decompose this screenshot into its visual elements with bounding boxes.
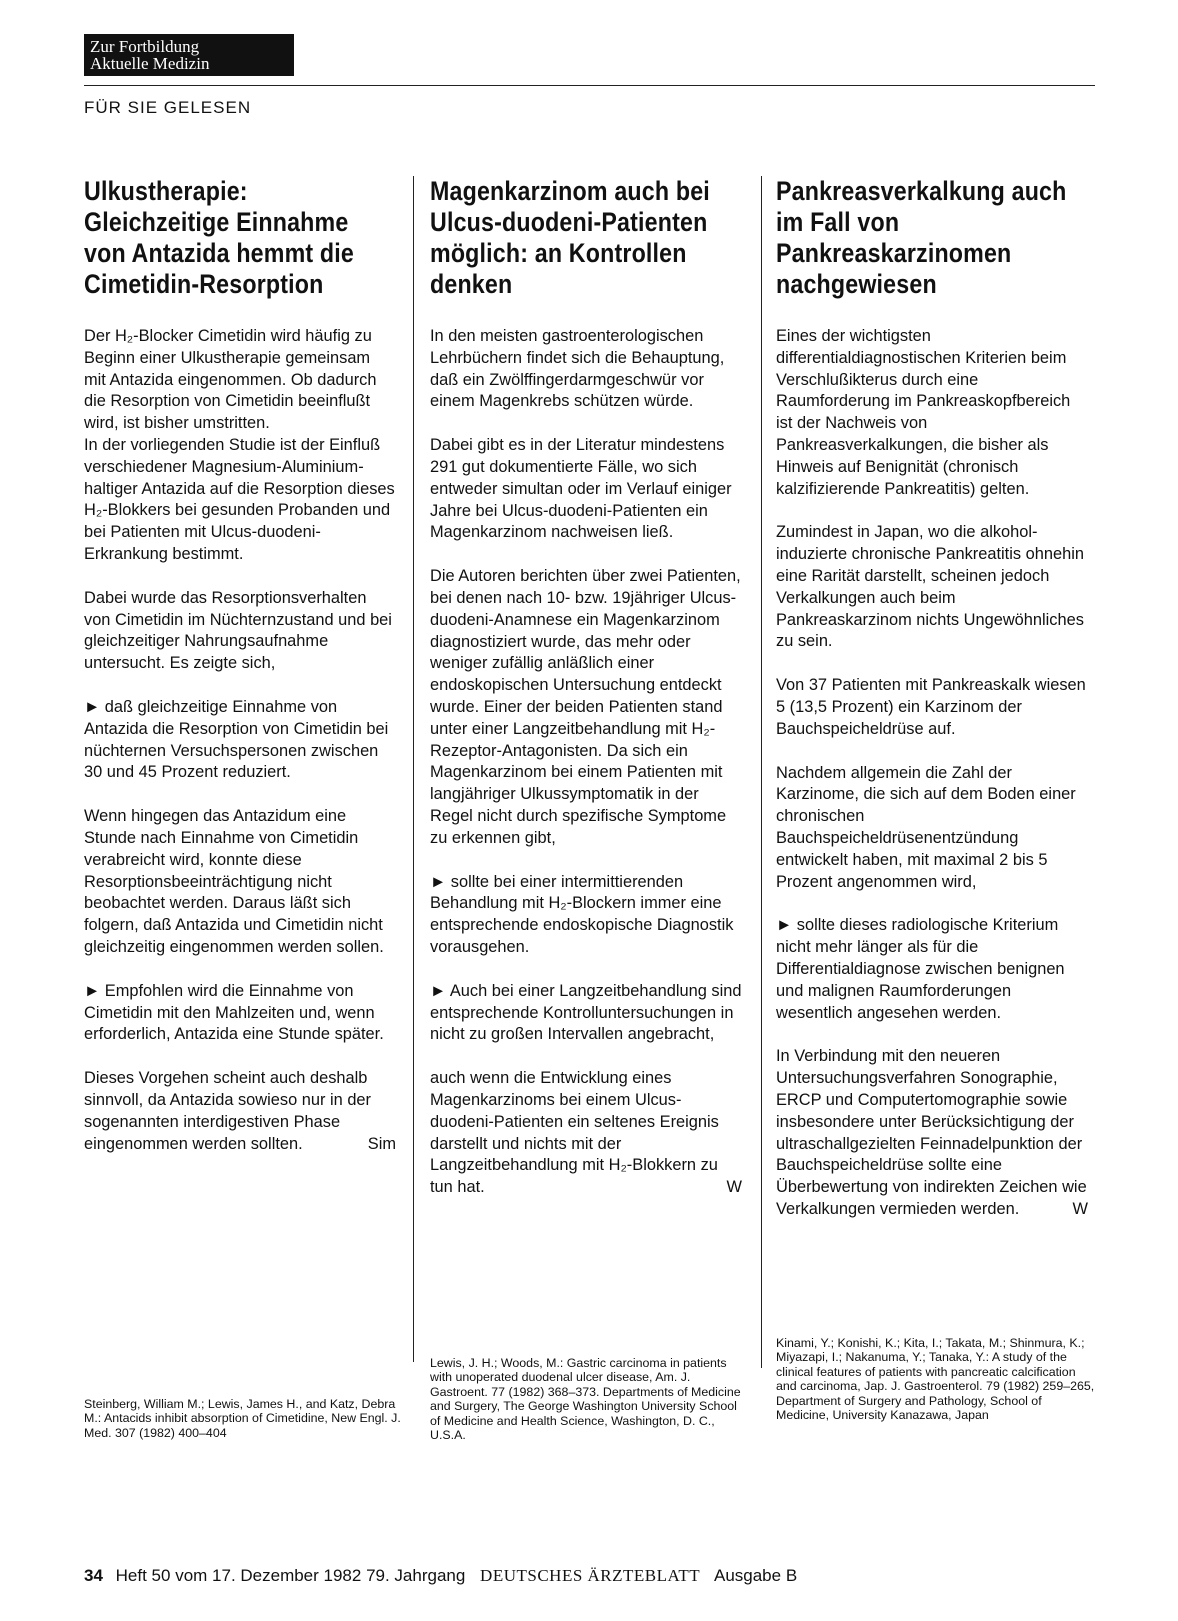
article-paragraph: Eines der wichtigsten differentialdiagnostischen Kriterien beim Verschlußikterus durch eine Raumforderung im Pankreaskopfbereich ist der Nachweis von Pankreasverkalkungen, die bisher als Hinweis auf Benignität (chronisch kalzifizierende Pankreatitis) gelten.	[776, 327, 1071, 498]
article-paragraph: Die Autoren berichten über zwei Patienten, bei denen nach 10- bzw. 19jähriger Ulcus-duodeni-Anamnese ein Magenkarzinom diagnostiziert wurde, das mehr oder weniger zufällig anläßlich einer endoskopischen Untersuchung entdeckt wurde. Einer der beiden Patienten stand unter einer Langzeitbehandlung mit H₂-Rezeptor-Antagonisten. Da sich ein Magenkarzinom bei einem Patienten mit langjähriger Ulkussymptomatik in der Regel nicht durch spezifische Symptome zu erkennen gibt,	[430, 567, 741, 847]
article-paragraph: ► daß gleichzeitige Einnahme von Antazida die Resorption von Cimetidin bei nüchternen Versuchspersonen zwischen 30 und 45 Prozent reduziert.	[84, 697, 389, 782]
rubric-line-2: Aktuelle Medizin	[90, 54, 210, 73]
column-divider-2	[761, 176, 762, 1368]
article-paragraph: ► Auch bei einer Langzeitbehandlung sind entsprechende Kontrolluntersuchungen in nicht zu großen Intervallen angebracht,	[430, 981, 742, 1044]
article-column-2	[430, 176, 742, 1199]
page-number: 34	[84, 1566, 103, 1585]
article-paragraph: ► sollte bei einer intermittierenden Behandlung mit H₂-Blockern immer eine entsprechende endoskopische Diagnostik vorausgehen.	[430, 872, 734, 956]
article-paragraph	[430, 1068, 742, 1199]
article-paragraph: Zumindest in Japan, wo die alkohol-induzierte chronische Pankreatitis ohnehin eine Rarität darstellt, scheinen jedoch Verkalkungen auch beim Pankreaskarzinom nichts Ungewöhnliches zu sein.	[776, 523, 1084, 651]
issue-info: Heft 50 vom 17. Dezember 1982 79. Jahrgang	[115, 1566, 466, 1585]
top-divider	[84, 85, 1095, 86]
article-paragraph: Von 37 Patienten mit Pankreaskalk wiesen 5 (13,5 Prozent) ein Karzinom der Bauchspeicheldrüse auf.	[776, 676, 1086, 738]
page-footer	[84, 1566, 797, 1586]
reference-3: Kinami, Y.; Konishi, K.; Kita, I.; Takata, M.; Shinmura, K.; Miyazapi, I.; Nakanuma, Y.; Tanaka, Y.: A study of the clinical features of patients with pancreatic calcification and carcinoma, Jap. J. Gastroenterol. 79 (1982) 259–265, Department of Surgery and Pathology, School of Medicine, University Kanazawa, Japan	[776, 1336, 1095, 1423]
column-divider-1	[413, 176, 414, 1362]
author-signature: Sim	[367, 1134, 396, 1153]
article-paragraph	[84, 1068, 396, 1155]
rubric-box	[84, 34, 294, 76]
article-paragraph: Der H₂-Blocker Cimetidin wird häufig zu Beginn einer Ulkustherapie gemeinsam mit Antazida eingenommen. Ob dadurch die Resorption von Cimetidin beeinflußt wird, ist bisher umstritten. In der vorliegenden Studie ist der Einfluß verschiedener Magnesium-Aluminium-haltiger Antazida auf die Resorption dieses H₂-Blokkers bei gesunden Probanden und bei Patienten mit Ulcus-duodeni-Erkrankung bestimmt.	[84, 327, 395, 563]
article-text: Dieses Vorgehen scheint auch deshalb sinnvoll, da Antazida sowieso nur in der sogenannten interdigestiven Phase eingenommen werden sollten.	[84, 1069, 372, 1153]
article-paragraph: Dabei wurde das Resorptionsverhalten von Cimetidin im Nüchternzustand und bei gleichzeitiger Nahrungsaufnahme untersucht. Es zeigte sich,	[84, 588, 392, 673]
article-title: Magenkarzinom auch bei Ulcus-duodeni-Patienten möglich: an Kontrollen denken	[430, 176, 710, 299]
article-text: In Verbindung mit den neueren Untersuchungsverfahren Sonographie, ERCP und Computertomographie sowie insbesondere unter Berücksichtigung der ultraschallgezielten Feinnadelpunktion der Bauchspeicheldrüse sollte eine Überbewertung von indirekten Zeichen wie Verkalkungen vermieden werden.	[776, 1047, 1087, 1218]
author-signature: W	[1072, 1199, 1088, 1218]
reference-2: Lewis, J. H.; Woods, M.: Gastric carcinoma in patients with unoperated duodenal ulcer disease, Am. J. Gastroent. 77 (1982) 368–373. Departments of Medicine and Surgery, The George Washington University School of Medicine and Health Science, Washington, D. C., U.S.A.	[430, 1356, 741, 1443]
article-paragraph	[776, 1046, 1088, 1220]
article-paragraph: Wenn hingegen das Antazidum eine Stunde nach Einnahme von Cimetidin verabreicht wird, konnte diese Resorptionsbeeinträchtigung nicht beobachtet werden. Daraus läßt sich folgern, daß Antazida und Cimetidin nicht gleichzeitig eingenommen werden sollen.	[84, 807, 384, 956]
article-text: auch wenn die Entwicklung eines Magenkarzinoms bei einem Ulcus-duodeni-Patienten ein seltenes Ereignis darstellt und nichts mit der Langzeitbehandlung mit H₂-Blokkern zu tun hat.	[430, 1069, 719, 1197]
author-signature: W	[726, 1178, 742, 1197]
article-paragraph: Dabei gibt es in der Literatur mindestens 291 gut dokumentierte Fälle, wo sich entweder simultan oder im Verlauf einiger Jahre bei Ulcus-duodeni-Patienten ein Magenkarzinom nachweisen ließ.	[430, 436, 732, 542]
reference-1: Steinberg, William M.; Lewis, James H., and Katz, Debra M.: Antacids inhibit absorption of Cimetidine, New Engl. J. Med. 307 (1982) 400–404	[84, 1397, 401, 1440]
article-paragraph: ► Empfohlen wird die Einnahme von Cimetidin mit den Mahlzeiten und, wenn erforderlich, Antazida eine Stunde später.	[84, 981, 384, 1044]
rubric-line-1: Zur Fortbildung	[90, 37, 200, 56]
article-paragraph: Nachdem allgemein die Zahl der Karzinome, die sich auf dem Boden einer chronischen Bauchspeicheldrüsenentzündung entwickelt haben, mit maximal 2 bis 5 Prozent angenommen wird,	[776, 763, 1076, 891]
section-label: FÜR SIE GELESEN	[84, 98, 252, 117]
article-title: Pankreasverkalkung auch im Fall von Pankreaskarzinomen nachgewiesen	[776, 176, 1067, 299]
journal-name: DEUTSCHES ÄRZTEBLATT	[480, 1566, 701, 1585]
article-column-3	[776, 176, 1088, 1221]
article-paragraph: In den meisten gastroenterologischen Lehrbüchern findet sich die Behauptung, daß ein Zwölffingerdarmgeschwür vor einem Magenkrebs schützen würde.	[430, 327, 725, 411]
article-column-1	[84, 176, 396, 1155]
edition: Ausgabe B	[713, 1566, 798, 1585]
article-title: Ulkustherapie: Gleichzeitige Einnahme von Antazida hemmt die Cimetidin-Resorption	[84, 176, 354, 299]
article-paragraph: ► sollte dieses radiologische Kriterium nicht mehr länger als für die Differentialdiagnose zwischen benignen und malignen Raumforderungen wesentlich angesehen werden.	[776, 916, 1065, 1022]
